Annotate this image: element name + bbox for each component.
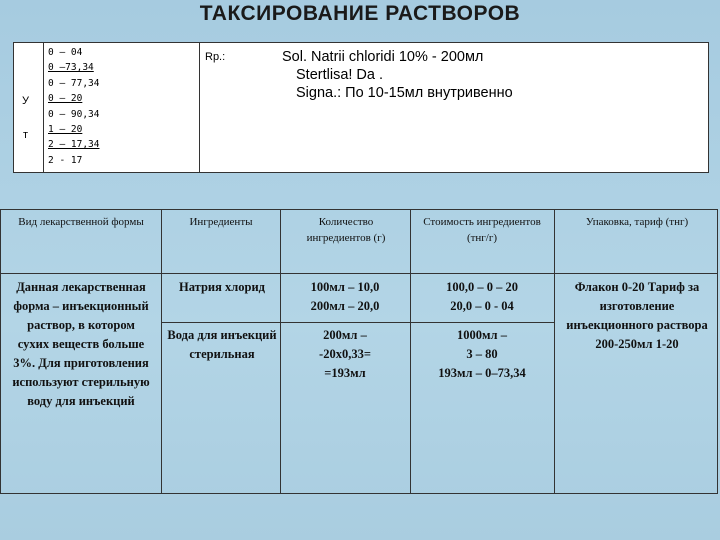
quantity-line: 200мл – [323, 328, 367, 342]
calculation-line: 0 – 90,34 [48, 108, 100, 120]
prescription-text [282, 48, 513, 102]
quantity-line: =193мл [324, 366, 366, 380]
calculation-list [48, 45, 198, 168]
cost-water [413, 326, 551, 383]
header-packaging: Упаковка, тариф (тнг) [585, 216, 689, 228]
calculation-line: 2 - 17 [48, 154, 83, 166]
cost-line: 193мл – 0–73,34 [438, 366, 526, 380]
calculation-line: 1 – 20 [48, 124, 83, 136]
cost-line: 3 – 80 [466, 347, 498, 361]
calculation-line: 2 – 17,34 [48, 139, 100, 151]
rp-label: Rp.: [205, 51, 226, 63]
col-divider [554, 210, 555, 493]
side-letter-t: т [23, 129, 29, 141]
row-divider [161, 322, 554, 323]
cost-line: 100,0 – 0 – 20 [446, 280, 518, 294]
page-title: ТАКСИРОВАНИЕ РАСТВОРОВ [199, 2, 521, 25]
form-description: Данная лекарственная форма – инъекционный раствор, в котором сухих веществ больше 3%. Для приготовления используют стерильную воду для инъекций [12, 280, 150, 408]
prescription-line-3: Signa.: По 10-15мл внутривенно [296, 85, 513, 101]
panel-divider [199, 43, 200, 172]
side-letter-u: У [22, 95, 29, 107]
ingredient-sodium-chloride: Натрия хлорид [179, 280, 265, 294]
quantity-line: -20х0,33= [319, 347, 371, 361]
header-form: Вид лекарственной формы [18, 216, 144, 228]
cost-line: 20,0 – 0 - 04 [450, 299, 514, 313]
header-quantity: Количество ингредиентов (г) [306, 216, 386, 244]
header-ingredients: Ингредиенты [189, 216, 253, 228]
quantity-line: 200мл – 20,0 [310, 299, 380, 313]
cost-sodium-chloride [413, 278, 551, 316]
col-divider [280, 210, 281, 493]
packaging-tariff: Флакон 0-20 Тариф за изготовление инъекционного раствора 200-250мл 1-20 [566, 280, 708, 351]
calculation-line: 0 – 77,34 [48, 77, 100, 89]
calculation-line: 0 –73,34 [48, 62, 94, 74]
quantity-water [283, 326, 407, 383]
side-column [14, 43, 44, 172]
ingredient-water: Вода для инъекций стерильная [167, 328, 277, 361]
col-divider [410, 210, 411, 493]
header-divider [1, 273, 717, 274]
quantity-sodium-chloride [283, 278, 407, 316]
col-divider [161, 210, 162, 493]
quantity-line: 100мл – 10,0 [310, 280, 380, 294]
calculation-line: 0 – 20 [48, 93, 83, 105]
header-cost: Стоимость ингредиентов (тнг/г) [423, 216, 541, 244]
cost-line: 1000мл – [457, 328, 507, 342]
calculation-line: 0 – 04 [48, 47, 83, 58]
prescription-panel [13, 42, 709, 173]
taxation-table [0, 209, 718, 494]
prescription-line-2: Stertlisa! Da . [296, 67, 384, 83]
prescription-line-1: Sol. Natrii chloridi 10% - 200мл [282, 49, 484, 65]
